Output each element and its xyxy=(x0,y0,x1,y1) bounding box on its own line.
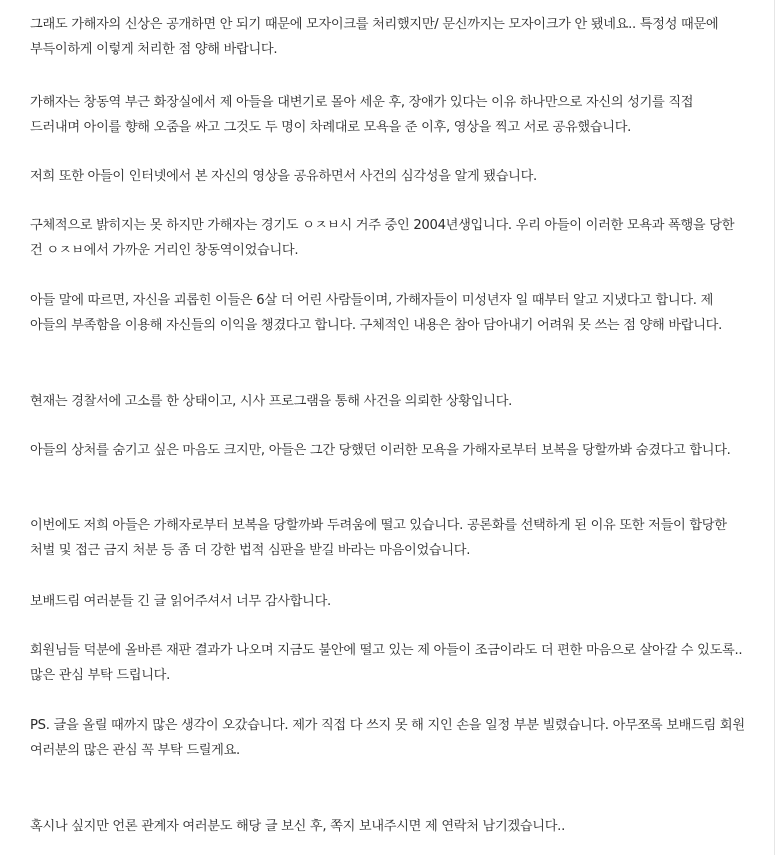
paragraph-ps: PS. 글을 올릴 때까지 많은 생각이 오갔습니다. 제가 직접 다 쓰지 못 해 지인 손을 일정 부분 빌렸습니다. 아무쪼록 보배드림 회원 여러분의 많은 관심 꼭 부탁 드릴게요. xyxy=(30,718,745,758)
paragraph-son-statement: 아들 말에 따르면, 자신을 괴롭힌 이들은 6살 더 어린 사람들이며, 가해자들이 미성년자 일 때부터 알고 지냈다고 합니다. 제 아들의 부족함을 이용해 자신들의 이익을 챙겼다고 합니다. 구체적인 내용은 참아 담아내기 어려워 못 쓰는 점 양해 바랍니다. xyxy=(30,293,723,333)
paragraph-incident: 가해자는 창동역 부근 화장실에서 제 아들을 대변기로 몰아 세운 후, 장애가 있다는 이유 하나만으로 자신의 성기를 직접 드러내며 아이를 향해 오줌을 싸고 그것도 두 명이 차례대로 모욕을 준 이후, 영상을 찍고 서로 공유했습니다. xyxy=(30,95,694,135)
paragraph-mosaic-notice: 그래도 가해자의 신상은 공개하면 안 되기 때문에 모자이크를 처리했지만/ 문신까지는 모자이크가 안 됐네요.. 특정성 때문에 부득이하게 이렇게 처리한 점 양해 바랍니다. xyxy=(30,17,719,57)
paragraph-discovery: 저희 또한 아들이 인터넷에서 본 자신의 영상을 공유하면서 사건의 심각성을 알게 됐습니다. xyxy=(30,169,537,184)
paragraph-hidden-hurt: 아들의 상처를 숨기고 싶은 마음도 크지만, 아들은 그간 당했던 이러한 모욕을 가해자로부터 보복을 당할까봐 숨겼다고 합니다. xyxy=(30,443,731,458)
paragraph-current-status: 현재는 경찰서에 고소를 한 상태이고, 시사 프로그램을 통해 사건을 의뢰한 상황입니다. xyxy=(30,394,513,409)
paragraph-request: 회원님들 덕분에 올바른 재판 결과가 나오며 지금도 불안에 떨고 있는 제 아들이 조금이라도 더 편한 마음으로 살아갈 수 있도록.. 많은 관심 부탁 드립니다. xyxy=(30,643,743,683)
paragraph-thanks: 보배드림 여러분들 긴 글 읽어주셔서 너무 감사합니다. xyxy=(30,594,331,609)
paragraph-fear: 이번에도 저희 아들은 가해자로부터 보복을 당할까봐 두려움에 떨고 있습니다. 공론화를 선택하게 된 이유 또한 저들이 합당한 처벌 및 접근 금지 처분 등 좀 더 강한 법적 심판을 받길 바라는 마음이었습니다. xyxy=(30,518,727,558)
paragraph-press-contact: 혹시나 싶지만 언론 관계자 여러분도 해당 글 보신 후, 쪽지 보내주시면 제 연락처 남기겠습니다.. xyxy=(30,819,565,834)
paragraph-perpetrator: 구체적으로 밝히지는 못 하지만 가해자는 경기도 ㅇㅈㅂ시 거주 중인 2004년생입니다. 우리 아들이 이러한 모욕과 폭행을 당한 건 ㅇㅈㅂ에서 가까운 거리인 창동역이었습니다. xyxy=(30,218,735,258)
